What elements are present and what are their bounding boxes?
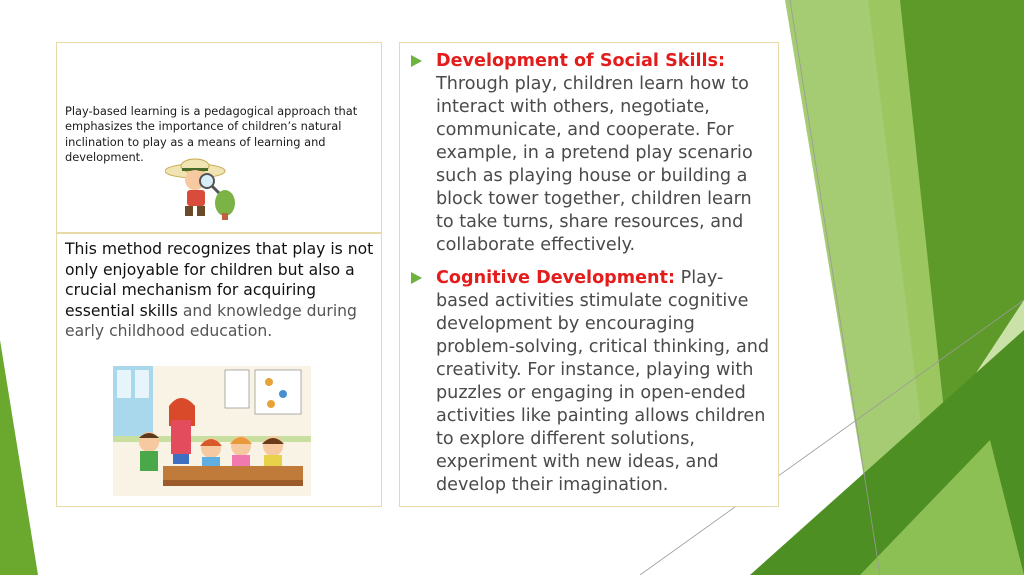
method-text-dark: This method recognizes that play is not only enjoyable for children but also a crucial mechanism for acquiring essential skills <box>65 240 374 320</box>
method-text-muted: and knowledge during early childhood education. <box>65 301 357 341</box>
bullet-list <box>408 50 772 497</box>
bullet-arrow-icon <box>411 272 422 284</box>
bullet-cognitive <box>408 267 772 497</box>
bullets-box <box>399 42 779 507</box>
bullet-body: Play-based activities stimulate cognitive development by encouraging problem-solving, critical thinking, and creativity. For instance, playing with puzzles or engaging in open-ended activities like painting allows children to explore different solutions, experiment with new ideas, and develop their imagination. <box>436 268 770 495</box>
classroom-children-illustration <box>113 366 311 496</box>
child-with-magnifier-illustration <box>165 155 243 221</box>
intro-box <box>56 42 382 233</box>
intro-text: Play-based learning is a pedagogical approach that emphasizes the importance of children’s natural inclination to play as a means of learning and development. <box>65 104 358 164</box>
bullet-body: Through play, children learn how to interact with others, negotiate, communicate, and cooperate. For example, in a pretend play scenario such as playing house or building a block tower together, children learn to take turns, share resources, and collaborate effectively. <box>436 74 753 255</box>
left-green-triangle <box>0 340 38 575</box>
method-box <box>56 233 382 507</box>
bullet-social-skills <box>408 50 772 257</box>
bullet-heading: Development of Social Skills: <box>436 51 726 71</box>
bullet-arrow-icon <box>411 55 422 67</box>
method-text <box>65 239 377 342</box>
bullet-heading: Cognitive Development: <box>436 268 676 288</box>
